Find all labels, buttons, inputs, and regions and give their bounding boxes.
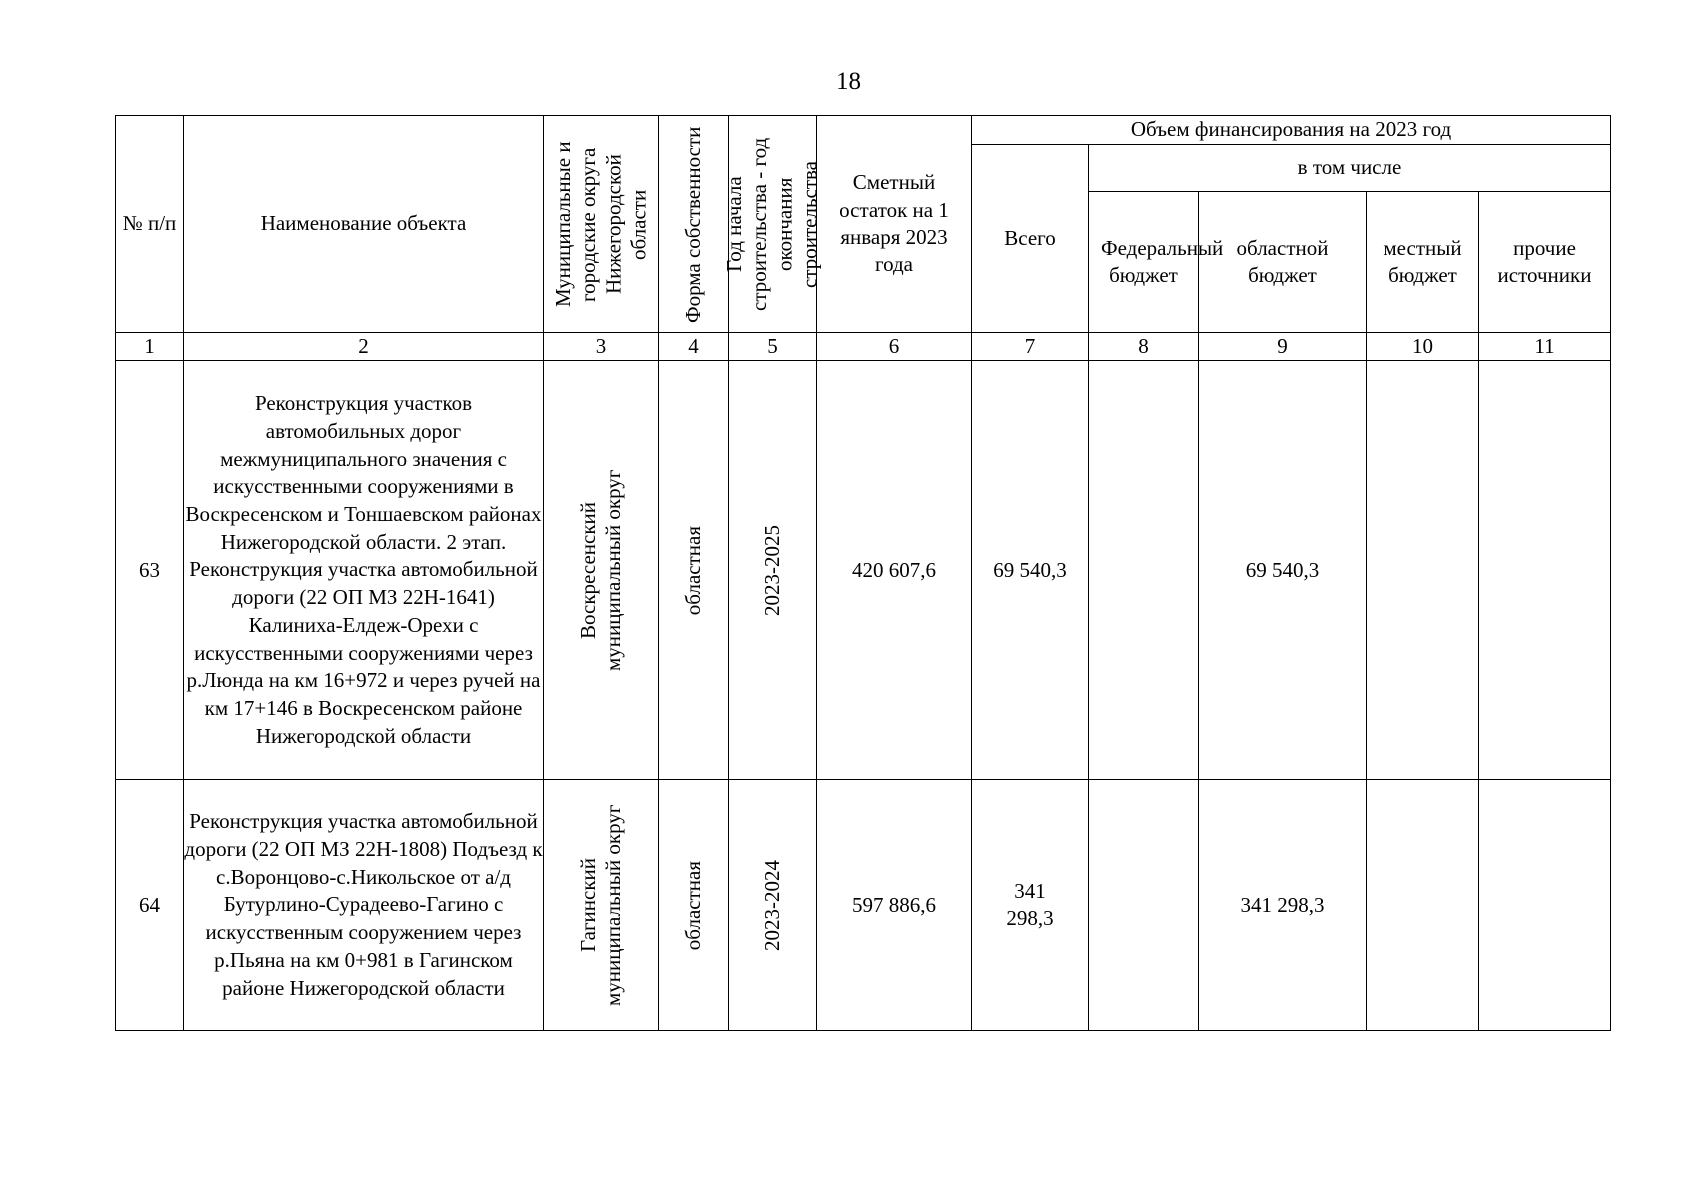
municipality-cell [544,361,659,780]
column-number: 7 [972,333,1089,361]
financing-table [115,115,1611,1031]
municipality-text: Воскресенский муниципальный округ [575,469,625,672]
header-funding: Объем финансирования на 2023 год [972,116,1611,145]
regional-value: 69 540,3 [1199,361,1367,780]
estimate-value: 420 607,6 [817,361,972,780]
header-municipality-text: Муниципальные и городские округа Нижегородской области [550,141,651,307]
header-other: прочие источники [1479,192,1611,333]
header-ownership [659,116,729,333]
row-num: 63 [116,361,184,780]
federal-value [1089,361,1199,780]
column-number: 11 [1479,333,1611,361]
local-value [1367,361,1479,780]
header-federal: Федеральный бюджет [1089,192,1199,333]
ownership-text: областная [680,525,705,615]
ownership-text: областная [680,860,705,950]
header-years [722,116,822,333]
column-numbers-row [116,333,1611,361]
years-cell [729,361,817,780]
header-including: в том числе [1089,145,1611,192]
column-number: 10 [1367,333,1479,361]
other-value [1479,780,1611,1031]
header-local: местный бюджет [1367,192,1479,333]
table-row [116,780,1611,1031]
page-number: 18 [836,68,861,95]
federal-value [1089,780,1199,1031]
regional-value: 341 298,3 [1199,780,1367,1031]
table-row [116,361,1611,780]
ownership-cell [659,780,729,1031]
header-ownership-text: Форма собственности [680,125,705,323]
header-municipality [544,116,659,333]
row-num: 64 [116,780,184,1031]
local-value [1367,780,1479,1031]
column-number: 3 [544,333,659,361]
header-years-text: Год начала строительства - год окончания строительства [722,137,822,311]
header-total: Всего [972,145,1089,333]
object-name: Реконструкция участков автомобильных дорог межмуниципального значения с искусственными сооружениями в Воскресенском и Тоншаевском районах Нижегородской области. 2 этап. Реконструкция участка автомобильной дороги (22 ОП МЗ 22Н-1641) Калиниха-Елдеж-Орехи с искусственными сооружениями через р.Люнда на км 16+972 и через ручей на км 17+146 в Воскресенском районе Нижегородской области [184,361,544,780]
column-number: 4 [659,333,729,361]
municipality-text: Гагинский муниципальный округ [575,804,625,1007]
ownership-cell [659,361,729,780]
header-num: № п/п [116,116,184,333]
estimate-value: 597 886,6 [817,780,972,1031]
header-name: Наименование объекта [184,116,544,333]
header-regional: областной бюджет [1199,192,1367,333]
municipality-cell [544,780,659,1031]
column-number: 2 [184,333,544,361]
column-number: 9 [1199,333,1367,361]
column-number: 5 [729,333,817,361]
years-text: 2023-2024 [759,859,784,951]
other-value [1479,361,1611,780]
total-value: 341 298,3 [972,780,1089,1031]
years-text: 2023-2025 [759,524,784,616]
years-cell [729,780,817,1031]
header-estimate: Сметный остаток на 1 января 2023 года [817,116,972,333]
column-number: 8 [1089,333,1199,361]
total-value: 69 540,3 [972,361,1089,780]
object-name: Реконструкция участка автомобильной дороги (22 ОП МЗ 22Н-1808) Подъезд к с.Воронцово-с.Никольское от а/д Бутурлино-Сурадеево-Гагино с искусственным сооружением через р.Пьяна на км 0+981 в Гагинском районе Нижегородской области [184,780,544,1031]
column-number: 1 [116,333,184,361]
column-number: 6 [817,333,972,361]
